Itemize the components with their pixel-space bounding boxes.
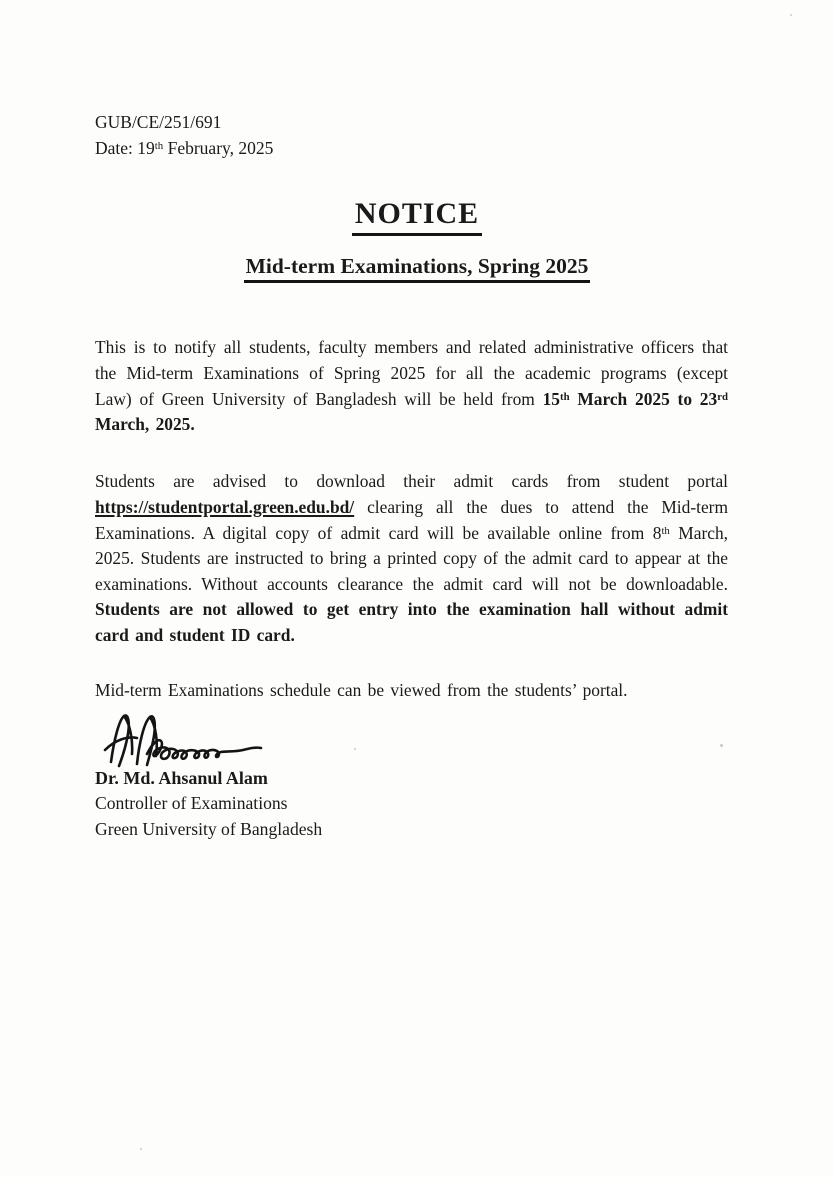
signatory-organization: Green University of Bangladesh — [95, 818, 323, 839]
date-rest: February, 2025 — [163, 137, 274, 158]
subtitle-row — [0, 254, 834, 283]
date-line — [95, 136, 735, 162]
date-ordinal-suffix: th — [154, 139, 164, 152]
text-run: 15 — [542, 388, 560, 409]
date-prefix: Date: 19 — [95, 137, 155, 158]
text-run: March, 2025. Students are instructed to bring a printed copy of the admit card to appear at the examinations. Without accounts clearance the admit card will not be downloadable. — [95, 522, 728, 594]
paragraph-schedule: Mid-term Examinations schedule can be viewed from the students’ portal. — [95, 680, 628, 701]
title-row — [0, 197, 834, 236]
text-run: March 2025 to 23 — [569, 388, 718, 409]
bold-entry-warning: Students are not allowed to get entry into the examination hall without admit card and student ID card. — [95, 599, 728, 645]
scan-speck — [790, 14, 792, 16]
reference-number: GUB/CE/251/691 — [95, 112, 222, 132]
scan-speck — [354, 748, 356, 750]
signatory-block — [95, 766, 595, 842]
signature-handwriting-icon — [103, 710, 288, 774]
signatory-name: Dr. Md. Ahsanul Alam — [95, 768, 268, 788]
student-portal-url: https://studentportal.green.edu.bd/ — [95, 496, 355, 517]
paragraph-admit-card — [95, 469, 728, 648]
signatory-title: Controller of Examinations — [95, 793, 288, 814]
header-block — [95, 110, 735, 161]
text-run: March, 2025. — [95, 414, 195, 435]
page-title: NOTICE — [352, 197, 482, 236]
scan-speck — [720, 744, 723, 747]
text-run: Students are advised to download their admit cards from student portal — [95, 471, 728, 492]
text-run: clearing all the dues to attend the Mid-term Examinations. A digital copy of admit card will be available online from 8 — [95, 496, 728, 543]
ordinal-suffix: th — [661, 524, 670, 537]
scan-speck — [140, 1148, 142, 1150]
text-run: This is to notify all students, faculty members and related administrative officers that the Mid-term Examinations of Spring 2025 for all the academic programs (except Law) of Green University of Bangladesh will be held from — [95, 337, 728, 409]
notice-subtitle: Mid-term Examinations, Spring 2025 — [244, 254, 591, 283]
ordinal-suffix: th — [559, 390, 570, 403]
paragraph-exam-dates — [95, 335, 728, 437]
ordinal-suffix: rd — [717, 390, 728, 403]
